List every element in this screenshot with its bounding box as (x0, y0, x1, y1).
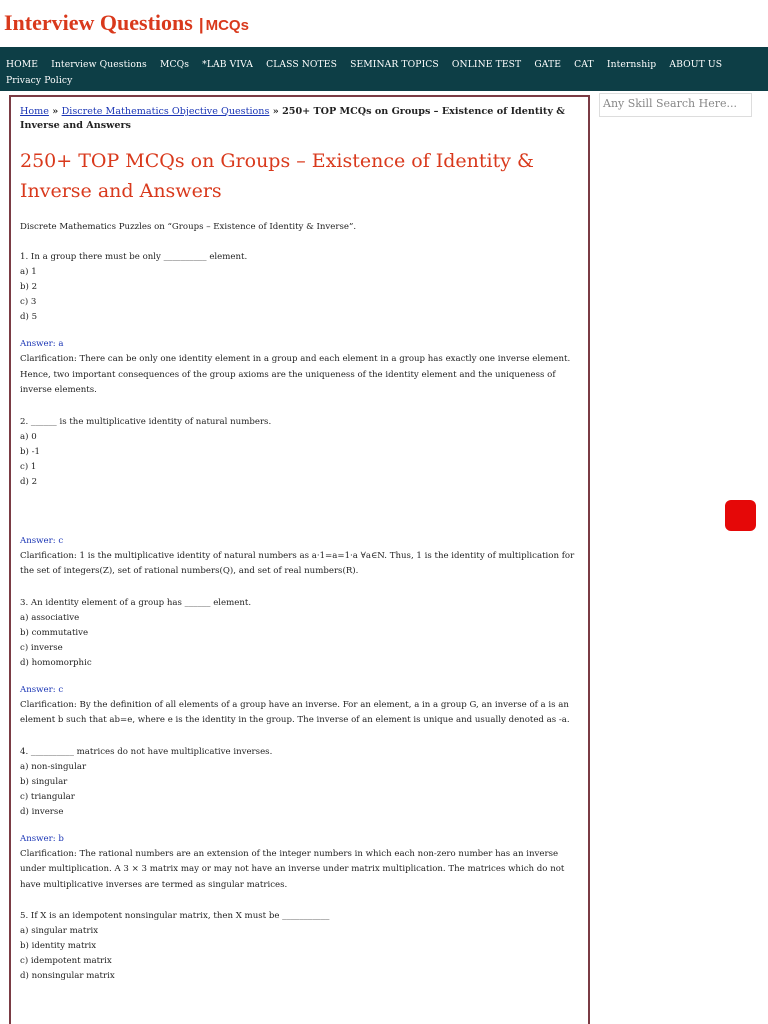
clarification-text: Clarification: There can be only one identity element in a group and each element in a group has exactly one inverse element. Hence, two important consequences of the group axioms are the uniqueness of the identity element and the uniqueness of inverse elements. (20, 354, 571, 395)
floating-action-button[interactable] (725, 500, 756, 531)
article-box (9, 95, 590, 1024)
answer-option: b) 2 (20, 282, 38, 292)
answer-option: b) commutative (20, 627, 89, 638)
nav-privacy-policy[interactable]: Privacy Policy (6, 75, 73, 86)
answer-option: a) associative (20, 612, 80, 623)
nav-gate[interactable]: GATE (534, 59, 562, 70)
breadcrumb-home-link[interactable]: Home (20, 106, 49, 117)
answer-option: a) 1 (20, 267, 37, 277)
question-block (20, 909, 578, 984)
ad-spacer (20, 490, 578, 522)
question-text: 4. __________ matrices do not have multiplicative inverses. (20, 746, 273, 757)
breadcrumb-separator: » (272, 106, 279, 117)
nav-about-us[interactable]: ABOUT US (669, 59, 723, 70)
nav-class-notes[interactable]: CLASS NOTES (266, 59, 337, 70)
nav-internship[interactable]: Internship (606, 59, 657, 70)
nav-mcqs[interactable]: MCQs (159, 59, 190, 70)
answer-option: d) homomorphic (20, 657, 92, 668)
question-block (20, 596, 578, 729)
answer-option: b) identity matrix (20, 941, 97, 951)
answer-option: a) singular matrix (20, 926, 99, 936)
intro-text: Discrete Mathematics Puzzles on “Groups – Existence of Identity & Inverse”. (20, 222, 357, 232)
page-title: 250+ TOP MCQs on Groups – Existence of Identity & Inverse and Answers (20, 150, 534, 202)
breadcrumb (20, 105, 578, 133)
answer-toggle[interactable]: Answer: b (20, 833, 64, 844)
title-separator: | (198, 15, 204, 34)
clarification-text: Clarification: The rational numbers are an extension of the integer numbers in which each non-zero number has an inverse under multiplication. A 3 × 3 matrix may or may not have an inverse under matrix multiplication. The matrices which do not have multiplicative inverses are termed as singular matrices. (20, 848, 565, 890)
question-text: 1. In a group there must be only __________ element. (20, 252, 248, 262)
answer-option: b) -1 (20, 446, 40, 457)
answer-option: d) 2 (20, 476, 38, 487)
site-title-link[interactable]: Interview Questions (4, 10, 193, 35)
breadcrumb-current: 250+ TOP MCQs on Groups – Existence of Identity & Inverse and Answers (20, 106, 565, 131)
clarification-text: Clarification: 1 is the multiplicative identity of natural numbers as a·1=a=1·a ∀a∈N. Thus, 1 is the identity of multiplication for the set of integers(Z), set of rational numbers(Q), and set of real numbers(R). (20, 550, 575, 576)
nav-online-test[interactable]: ONLINE TEST (451, 59, 522, 70)
question-block (20, 745, 578, 894)
answer-option: a) non-singular (20, 761, 87, 772)
answer-option: a) 0 (20, 431, 37, 442)
answer-toggle[interactable]: Answer: c (20, 535, 64, 546)
nav-cat[interactable]: CAT (574, 59, 594, 70)
answer-option: c) 3 (20, 297, 37, 307)
question-block (20, 250, 578, 399)
question-text: 5. If X is an idempotent nonsingular matrix, then X must be ___________ (20, 911, 330, 921)
nav-interview-questions[interactable]: Interview Questions (51, 59, 147, 70)
breadcrumb-separator: » (52, 106, 59, 117)
question-text: 3. An identity element of a group has ______ element. (20, 597, 252, 608)
question-block (20, 415, 578, 580)
answer-option: b) singular (20, 776, 68, 787)
breadcrumb-category-link[interactable]: Discrete Mathematics Objective Questions (61, 106, 270, 117)
site-header (0, 0, 768, 47)
answer-option: d) 5 (20, 312, 38, 322)
answer-toggle[interactable]: Answer: a (20, 339, 64, 349)
nav-row-1 (6, 52, 764, 68)
answer-option: d) nonsingular matrix (20, 971, 115, 981)
answer-toggle[interactable]: Answer: c (20, 684, 64, 695)
nav-row-2 (6, 68, 764, 84)
main-navbar (0, 47, 768, 91)
answer-option: c) idempotent matrix (20, 956, 112, 966)
search-input[interactable]: Any Skill Search Here... (599, 93, 752, 117)
nav-lab-viva[interactable]: *LAB VIVA (202, 59, 253, 70)
answer-option: c) triangular (20, 791, 75, 802)
question-text: 2. ______ is the multiplicative identity of natural numbers. (20, 416, 272, 427)
nav-home[interactable]: HOME (6, 59, 39, 70)
answer-option: c) 1 (20, 461, 37, 472)
answer-option: c) inverse (20, 642, 63, 653)
question-list (20, 250, 578, 984)
nav-seminar-topics[interactable]: SEMINAR TOPICS (350, 59, 439, 70)
clarification-text: Clarification: By the definition of all elements of a group have an inverse. For an element, a in a group G, an inverse of a is an element b such that ab=e, where e is the identity in the group. The inverse of an element is unique and usually denoted as -a. (20, 699, 570, 725)
answer-option: d) inverse (20, 806, 64, 817)
site-tagline[interactable]: MCQs (205, 17, 249, 34)
